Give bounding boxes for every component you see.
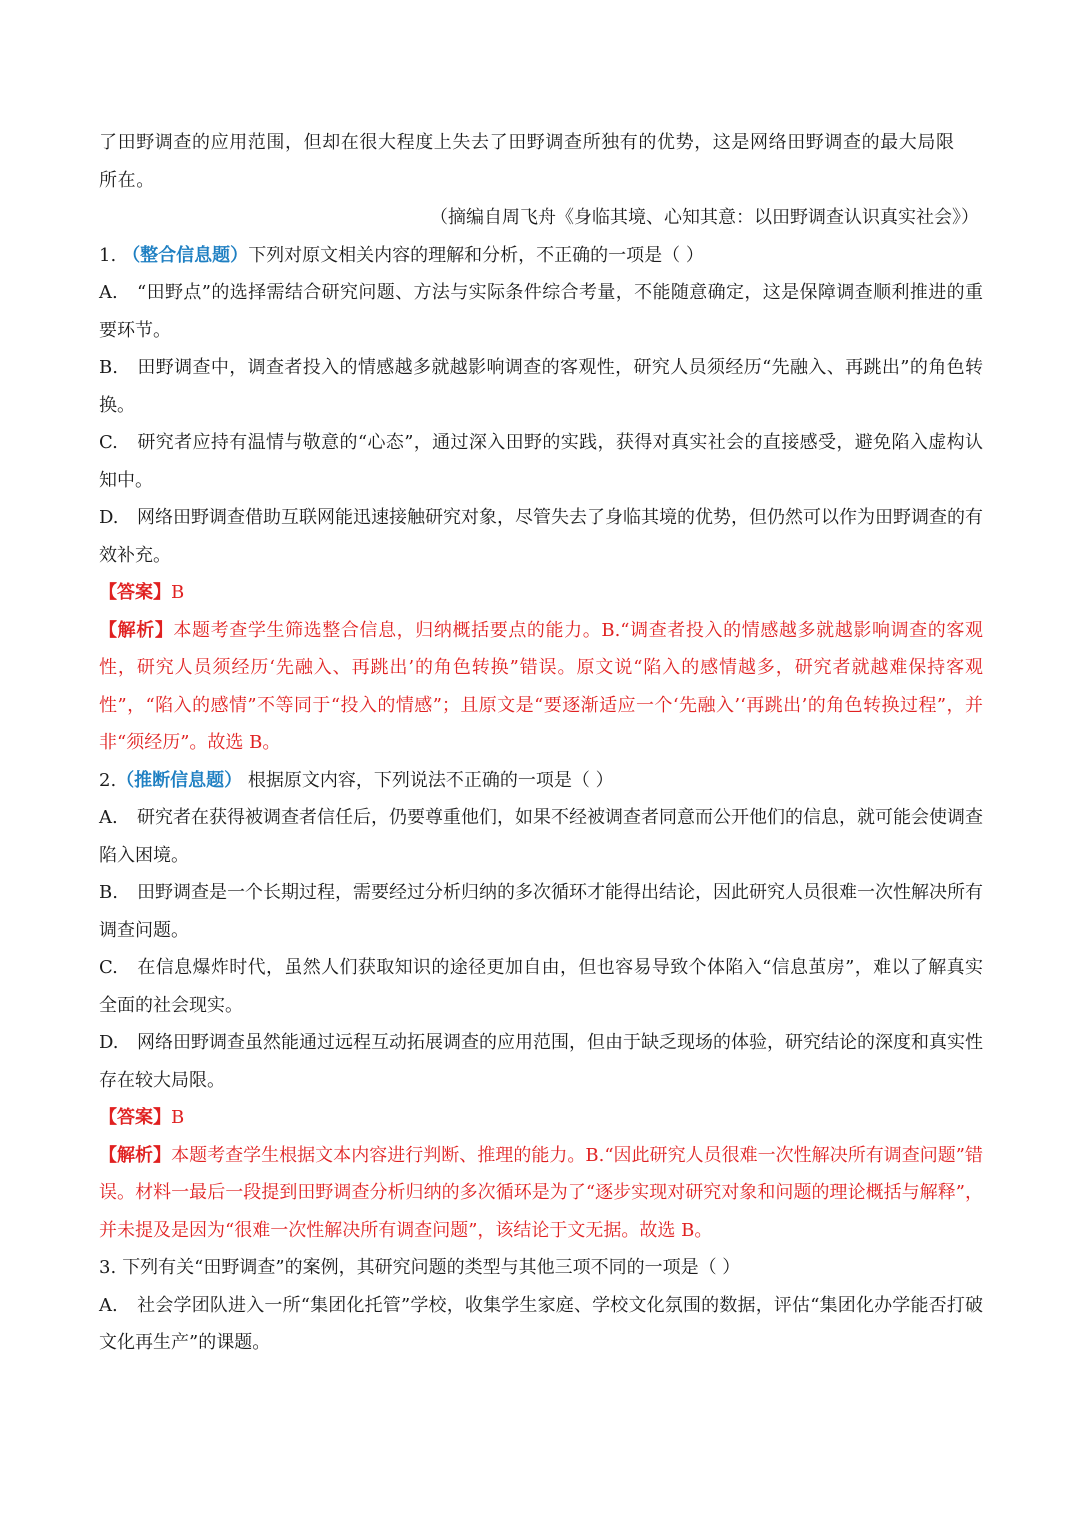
option-text: 研究者应持有温情与敬意的“心态”，通过深入田野的实践，获得对真实社会的直接感受，避免陷入虚构认知中。 — [99, 432, 983, 491]
option-a — [99, 1287, 983, 1362]
answer-line — [99, 574, 983, 612]
option-d — [99, 499, 983, 574]
option-letter: B. — [99, 882, 118, 903]
option-text: 网络田野调查借助互联网能迅速接触研究对象，尽管失去了身临其境的优势，但仍然可以作为田野调查的有效补充。 — [99, 507, 983, 566]
answer-label: 【答案】 — [99, 1107, 171, 1128]
question-2 — [99, 762, 983, 1250]
question-number: 3. — [99, 1257, 117, 1278]
answer-label: 【答案】 — [99, 582, 171, 603]
option-c — [99, 424, 983, 499]
answer-value: B — [171, 1107, 185, 1128]
question-number: 1. — [99, 244, 117, 266]
option-text: 在信息爆炸时代，虽然人们获取知识的途径更加自由，但也容易导致个体陷入“信息茧房”，难以了解真实全面的社会现实。 — [99, 957, 983, 1016]
option-text: 田野调查是一个长期过程，需要经过分析归纳的多次循环才能得出结论，因此研究人员很难一次性解决所有调查问题。 — [99, 882, 983, 941]
option-b — [99, 349, 983, 424]
option-letter: D. — [99, 1032, 119, 1053]
question-type-tag: （推断信息题） — [116, 769, 243, 791]
answer-line — [99, 1099, 983, 1137]
analysis-paragraph — [99, 1137, 983, 1250]
option-letter: A. — [99, 807, 118, 828]
analysis-text: 本题考查学生筛选整合信息，归纳概括要点的能力。B.“调查者投入的情感越多就越影响调查的客观性，研究人员须经历‘先融入、再跳出’的角色转换”错误。原文说“陷入的感情越多，研究者就越难保持客观性”，“陷入的感情”不等同于“投入的情感”；且原文是“要逐渐适应一个‘先融入’‘再跳出’的角色转换过程”，并非“须经历”。故选 B。 — [99, 619, 983, 753]
intro-line: 所在。 — [99, 169, 155, 191]
option-letter: A. — [99, 1294, 118, 1316]
option-b — [99, 874, 983, 949]
option-text: 研究者在获得被调查者信任后，仍要尊重他们，如果不经被调查者同意而公开他们的信息，就可能会使调查陷入困境。 — [99, 807, 983, 866]
question-stem — [99, 762, 983, 800]
question-3 — [99, 1249, 983, 1362]
option-d — [99, 1024, 983, 1099]
question-number: 2. — [99, 769, 117, 791]
analysis-paragraph — [99, 612, 983, 762]
analysis-label: 【解析】 — [99, 619, 174, 641]
option-text: 网络田野调查虽然能通过远程互动拓展调查的应用范围，但由于缺乏现场的体验，研究结论的深度和真实性存在较大局限。 — [99, 1032, 983, 1091]
question-text: 下列对原文相关内容的理解和分析，不正确的一项是（ ） — [248, 244, 704, 266]
answer-value: B — [171, 582, 185, 603]
option-letter: B. — [99, 357, 118, 378]
option-letter: A. — [99, 282, 118, 303]
option-text: 社会学团队进入一所“集团化托管”学校，收集学生家庭、学校文化氛围的数据，评估“集团化办学能否打破文化再生产”的课题。 — [99, 1294, 983, 1353]
option-a — [99, 799, 983, 874]
question-text: 下列有关“田野调查”的案例，其研究问题的类型与其他三项不同的一项是（ ） — [122, 1257, 741, 1278]
option-letter: D. — [99, 507, 119, 528]
question-type-tag: （整合信息题） — [122, 244, 249, 266]
question-stem — [99, 1249, 983, 1287]
option-c — [99, 949, 983, 1024]
intro-line: 了田野调查的应用范围，但却在很大程度上失去了田野调查所独有的优势，这是网络田野调查的最大局限 — [99, 132, 955, 153]
question-text: 根据原文内容，下列说法不正确的一项是（ ） — [242, 769, 614, 791]
page-content — [99, 124, 983, 1362]
option-letter: C. — [99, 957, 118, 978]
option-text: “田野点”的选择需结合研究问题、方法与实际条件综合考量，不能随意确定，这是保障调查顺利推进的重要环节。 — [99, 282, 983, 341]
question-stem — [99, 237, 983, 275]
option-letter: C. — [99, 432, 118, 453]
question-1 — [99, 237, 983, 762]
analysis-label: 【解析】 — [99, 1144, 172, 1166]
option-text: 田野调查中，调查者投入的情感越多就越影响调查的客观性，研究人员须经历“先融入、再跳出”的角色转换。 — [99, 357, 983, 416]
source-citation: （摘编自周飞舟《身临其境、心知其意：以田野调查认识真实社会》） — [430, 207, 979, 228]
option-a — [99, 274, 983, 349]
analysis-text: 本题考查学生根据文本内容进行判断、推理的能力。B.“因此研究人员很难一次性解决所有调查问题”错误。材料一最后一段提到田野调查分析归纳的多次循环是为了“逐步实现对研究对象和问题的理论概括与解释”，并未提及是因为“很难一次性解决所有调查问题”，该结论于文无据。故选 B。 — [99, 1144, 983, 1241]
